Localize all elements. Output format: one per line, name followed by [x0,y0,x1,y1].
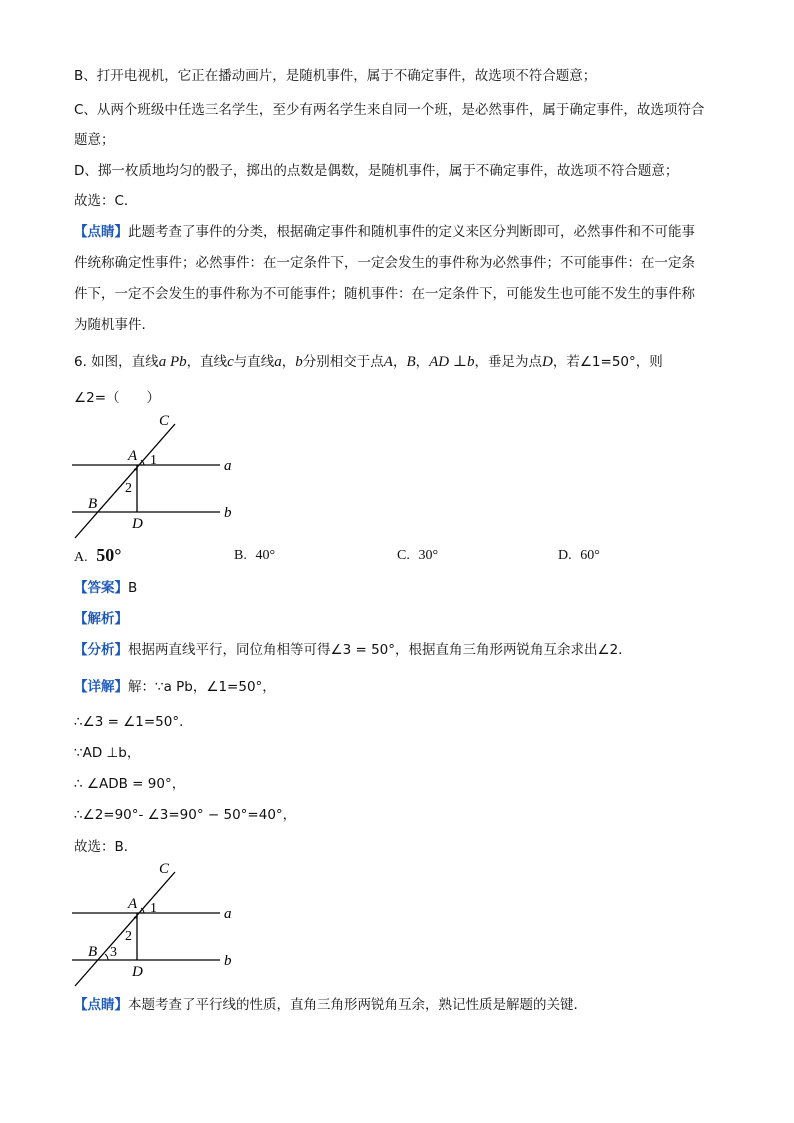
label-B: B [88,944,98,960]
option-d-value: 60° [580,548,600,563]
q-math-c: c [227,354,234,370]
option-b[interactable] [234,544,275,567]
option-d-explanation: D、掷一枚质地均匀的骰子，掷出的点数是偶数，是随机事件，属于不确定事件，故选项不符合题意； [74,163,679,179]
q-math-D: D [541,354,553,370]
detail-line1: ∴∠3 = ∠1=50°． [74,714,193,730]
label-angle-2: 2 [125,481,132,496]
analysis-line [74,609,128,629]
label-D: D [132,516,143,532]
option-c-explanation-line1: C、从两个班级中任选三名学生，至少有两名学生来自同一个班，是必然事件，属于确定事件，故选项符合 [74,102,705,118]
tip2-line [74,995,587,1015]
option-d-label: D. [558,548,572,563]
label-b: b [224,505,232,521]
answer-options [74,544,634,566]
tip1-tag: 【点睛】 [74,224,128,240]
label-angle-1: 1 [150,453,157,468]
option-b-value: 40° [255,548,276,563]
label-a: a [224,458,232,474]
question-stem-line1 [74,352,663,372]
q-math-a: a [274,354,282,370]
q-math-B: B [406,354,416,370]
label-A: A [128,896,138,912]
question-number: 6. [74,354,87,370]
label-A: A [128,448,138,464]
tip1-line4: 为随机事件． [74,317,155,333]
option-a-label: A. [74,550,88,565]
answer-value: B [128,580,138,596]
fenxi-tag: 【分析】 [74,642,128,658]
label-B: B [88,496,98,512]
tip1-line1 [74,222,695,242]
option-d[interactable] [558,544,600,567]
label-angle-1: 1 [150,901,157,916]
q-math-perp: AD ⊥b [429,354,475,370]
detail-tag: 【详解】 [74,679,128,695]
detail-line4: ∴∠2=90°- ∠3=90° − 50°=40°， [74,807,297,823]
question-stem-line2: ∠2=（ ） [74,390,161,406]
option-c-explanation-line2: 题意； [74,132,115,148]
detail-line0 [74,677,276,697]
q-text: ，若∠1=50°，则 [552,354,663,370]
option-a-value: 50° [96,545,122,565]
fenxi-line [74,640,632,660]
label-C: C [159,413,170,429]
q-text: 与直线 [233,354,275,370]
q-math-b: b [295,354,303,370]
option-a[interactable] [74,544,121,569]
detail-text0: 解：∵a Pb，∠1=50°， [128,679,276,695]
detail-line3: ∴ ∠ADB = 90°， [74,776,186,792]
option-b-explanation: B、打开电视机，它正在播动画片，是随机事件，属于不确定事件，故选项不符合题意； [74,68,597,84]
label-b: b [224,953,232,969]
answer-tag: 【答案】 [74,580,128,596]
tip2-text: 本题考查了平行线的性质，直角三角形两锐角互余，熟记性质是解题的关键． [128,997,587,1013]
q-text: 分别相交于点 [302,354,384,370]
label-angle-3: 3 [110,945,117,960]
option-c-label: C. [397,548,410,563]
figure-solution [60,858,250,993]
tip1-line3: 件下，一定不会发生的事件称为不可能事件；随机事件：在一定条件下，可能发生也可能不发生的事件称 [74,286,695,302]
q-text: ，直线 [186,354,228,370]
option-c[interactable] [397,544,438,567]
detail-line2: ∵AD ⊥b， [74,745,141,761]
q-math-A: A [383,354,393,370]
label-C: C [159,861,170,877]
tip2-tag: 【点睛】 [74,997,128,1013]
previous-choice: 故选：C． [74,193,138,209]
detail-choice: 故选：B． [74,839,138,855]
answer-line [74,578,137,598]
tip1-text1: 此题考查了事件的分类，根据确定事件和随机事件的定义来区分判断即可，必然事件和不可能事 [128,224,695,240]
q-text: ， [415,354,430,370]
label-angle-2: 2 [125,929,132,944]
option-c-value: 30° [418,548,439,563]
figure-question [60,410,250,545]
fenxi-text: 根据两直线平行，同位角相等可得∠3 = 50°，根据直角三角形两锐角互余求出∠2． [128,642,632,658]
q-text: ，垂足为点 [474,354,542,370]
analysis-tag: 【解析】 [74,611,128,627]
q-text: ， [281,354,296,370]
tip1-line2: 件统称确定性事件；必然事件：在一定条件下，一定会发生的事件称为必然事件；不可能事件：在一定条 [74,255,695,271]
q-math-parallel: a Pb [158,354,187,370]
q-text: ， [392,354,407,370]
label-D: D [132,964,143,980]
q-text: 如图，直线 [86,354,159,370]
option-b-label: B. [234,548,247,563]
label-a: a [224,906,232,922]
